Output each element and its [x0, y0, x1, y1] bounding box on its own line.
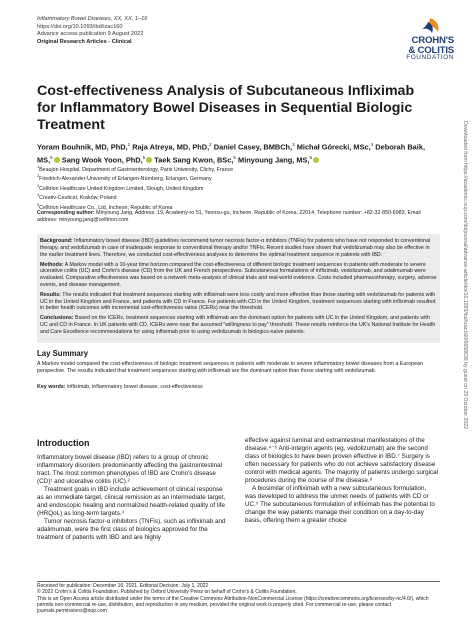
- flame-logo-icon: [400, 16, 444, 36]
- article-footer: [37, 583, 440, 614]
- logo-subtitle: FOUNDATION: [406, 54, 454, 61]
- publication-dates: Received for publication: December 16, 2021. Editorial Decision: July 1, 2022: [37, 583, 209, 589]
- intro-column-left: [37, 405, 231, 543]
- keywords: [37, 384, 440, 391]
- affiliation-line: $^1$Beaujon Hospital, Department of Gastroenterology, Paris University, Clichy, France: [37, 165, 234, 173]
- download-watermark: [461, 121, 469, 601]
- corresponding-email[interactable]: minyoung.jang@celltrion.com: [58, 216, 129, 223]
- author-list: [37, 140, 429, 166]
- author-affiliation-mark: 5: [309, 155, 313, 161]
- orcid-icon[interactable]: [54, 157, 60, 163]
- abstract-section: Background: Inflammatory bowel disease (IBD) guidelines recommend tumor necrosis factor-α inhibitors (TNFis) for patients who have not responded to conventional therapy, and vedolizumab in case of inadequate response to conventional therapy and/or TNFis. Recent studies have shown that vedolizumab may also be effective in the earlier treatment lines. Therefore, we conducted cost-effectiveness analyses to determine the optimal treatment sequence in patients with IBD.: [40, 238, 431, 258]
- author-name: Deborah Baik, MS,: [37, 142, 425, 165]
- body-paragraph: Tumor necrosis factor-α inhibitors (TNFis), such as infliximab and adalimumab, were the first class of biologics approved for the treatment of patients with IBD and are highly: [37, 518, 226, 542]
- author-name: Taek Sang Kwon, BSc,: [154, 155, 234, 165]
- corresponding-text: Minyoung Jang, Address: 19, Academy-ro 51, Yeonsu-gu, Incheon, Republic of Korea, 22014, Telephone number: +82-32-850-6983, Email address:: [37, 210, 421, 223]
- author-affiliation-mark: 5: [233, 155, 236, 161]
- affiliations: [37, 164, 437, 211]
- advance-access-date: Advance access publication 9 August 2022: [37, 31, 144, 38]
- author-name: Sang Wook Yoon, PhD,: [61, 155, 143, 165]
- doi-link[interactable]: https://doi.org/10.1093/ibd/izac160: [37, 23, 123, 30]
- corresponding-label: Corresponding author:: [37, 210, 95, 216]
- body-paragraph: Inflammatory bowel disease (IBD) refers to a group of chronic inflammatory disorders predominantly affecting the gastrointestinal tract. The most common phenotypes of IBD are Crohn's disease (CD)¹ and ulcerative colitis (UC).²: [37, 454, 223, 486]
- crohns-colitis-logo: [384, 16, 454, 60]
- logo-wordmark: CROHN'S & COLITIS: [408, 35, 454, 56]
- affiliation-line: $^3$Celltrion Healthcare United Kingdom Limited, Slough, United Kingdom: [37, 183, 204, 192]
- author-affiliation-mark: 2: [209, 142, 212, 147]
- affiliation-line: $^4$Creativ-Ceutical, Kraków, Poland: [37, 193, 117, 202]
- body-paragraph: Treatment goals in IBD include achievement of clinical response as an immediate target, clinical remission as an intermediate target, and endoscopic healing and normalized health-related quality of life (HRQoL) as long-term targets.³: [37, 486, 226, 518]
- author-name: Yoram Bouhnik, MD, PhD,: [37, 142, 128, 152]
- author-affiliation-mark: 3: [292, 142, 295, 147]
- intro-column-right: [245, 437, 439, 526]
- abstract-section: Methods: A Markov model with a 10-year time horizon compared the cost-effectiveness of different biologic treatment sequences in patients with moderate to severe ulcerative colitis (UC) and Crohn's disease (CD) from the UK and French perspectives. Subcutaneous formulations of infliximab, vedolizumab, and adalimumab were evaluated. Comparative effectiveness was based on a network meta-analysis of clinical trials and real-world evidence. Costs included pharmacotherapy, surgery, adverse events, and disease management.: [40, 261, 437, 288]
- abstract-section: Results: The results indicated that treatment sequences starting with infliximab were less costly and more effective than those starting with vedolizumab for patients with UC in the United Kingdom and France, and patients with CD in France. For patients with CD in the United Kingdom, treatment sequences starting with infliximab resulted in better health outcomes with incremental cost-effectiveness ratios (ICERs) near the threshold.: [40, 291, 436, 312]
- copyright-line: © 2022 Crohn's & Colitis Foundation. Published by Oxford University Press on behalf of Crohn's & Colitis Foundation.: [37, 589, 297, 596]
- body-paragraph: A biosimilar of infliximab with a new subcutaneous formulation, was developed to address the unmet needs of patients with CD or UC.⁹ The subcutaneous formulation of infliximab has the potential to change the way patients manage their condition on a day-to-day basis, offering them a greater choice: [245, 485, 435, 525]
- author-affiliation-mark: 4: [370, 142, 374, 147]
- affiliation-line: $^2$Friedrich-Alexander-University of Erlangen-Nürnberg, Erlangen, Germany: [37, 174, 212, 183]
- corresponding-author: [37, 210, 437, 223]
- author-name: Daniel Casey, BMBCh,: [213, 142, 293, 152]
- article-type: Original Research Articles - Clinical: [37, 38, 132, 45]
- author-name: Michał Górecki, MSc,: [296, 142, 371, 152]
- journal-citation: Inflammatory Bowel Diseases, XX, XX, 1–16: [37, 16, 148, 22]
- body-paragraph: effective against luminal and extraintestinal manifestations of the disease.⁴⁻⁶ Anti-integrin agents (eg, vedolizumab) are the second class of biologics to have been proven effective in IBD.⁷ Surgery is often necessary for patients who do not achieve satisfactory disease control with medical agents. The majority of patients undergo surgical procedures during the course of the disease.⁸: [245, 437, 439, 485]
- affiliation-line: $^5$Celltrion Healthcare Co., Ltd, Incheon, Republic of Korea: [37, 202, 173, 211]
- author-name: Minyoung Jang, MS,: [238, 155, 310, 165]
- lay-summary-text: A Markov model compared the cost-effectiveness of biologic treatment sequences in patients with moderate to severe inflammatory bowel diseases from a European perspective. The results indicated that treatment sequences starting with infliximab are the dominant option than those starting with vedolizumab.: [37, 361, 423, 374]
- author-name: Raja Atreya, MD, PhD,: [132, 142, 210, 152]
- article-title: Cost-effectiveness Analysis of Subcutaneous Infliximab for Inflammatory Bowel Diseases in Sequential Biologic Treatment: [37, 83, 415, 133]
- article-header: [37, 16, 337, 46]
- abstract-box: [37, 234, 440, 343]
- footer-divider: [37, 581, 440, 582]
- lay-summary-title: Lay Summary: [37, 349, 89, 358]
- download-note: Downloaded from https://academic.oup.com/ibdjournal/advance-article/doi/10.1093/ibd/izac160/6658636 by guest on 29 October 2022: [462, 121, 468, 429]
- orcid-icon[interactable]: [313, 157, 319, 163]
- license-text: This is an Open Access article distributed under the terms of the Creative Commons Attribution-NonCommercial License (https://creativecommons.org/licenses/by-nc/4.0/), which permits non-commercial re-use, distribution, and reproduction in any medium, provided the original work is properly cited. For commercial re-use, please contact journals.permissions@oup.com: [37, 595, 429, 615]
- author-affiliation-mark: 5: [142, 155, 146, 161]
- introduction-heading: Introduction: [37, 438, 90, 448]
- author-affiliation-mark: 5: [50, 155, 53, 161]
- keywords-text: infliximab, inflammatory bowel disease, cost-effectiveness: [67, 384, 203, 390]
- orcid-icon[interactable]: [146, 157, 152, 163]
- abstract-section: Conclusions: Based on the ICERs, treatment sequences starting with infliximab are the dominant option for patients with UC in the United Kingdom, and patients with UC and CD in France. In UK patients with CD, ICERs were near the assumed "willingness to pay" threshold. These results reinforce the UK's National Institute for Health and Care Excellence recommendations for using infliximab prior to using vedolizumab in biologics-naïve patients.: [40, 315, 436, 335]
- author-affiliation-mark: 1: [127, 142, 131, 147]
- keywords-label: Key words:: [37, 384, 66, 390]
